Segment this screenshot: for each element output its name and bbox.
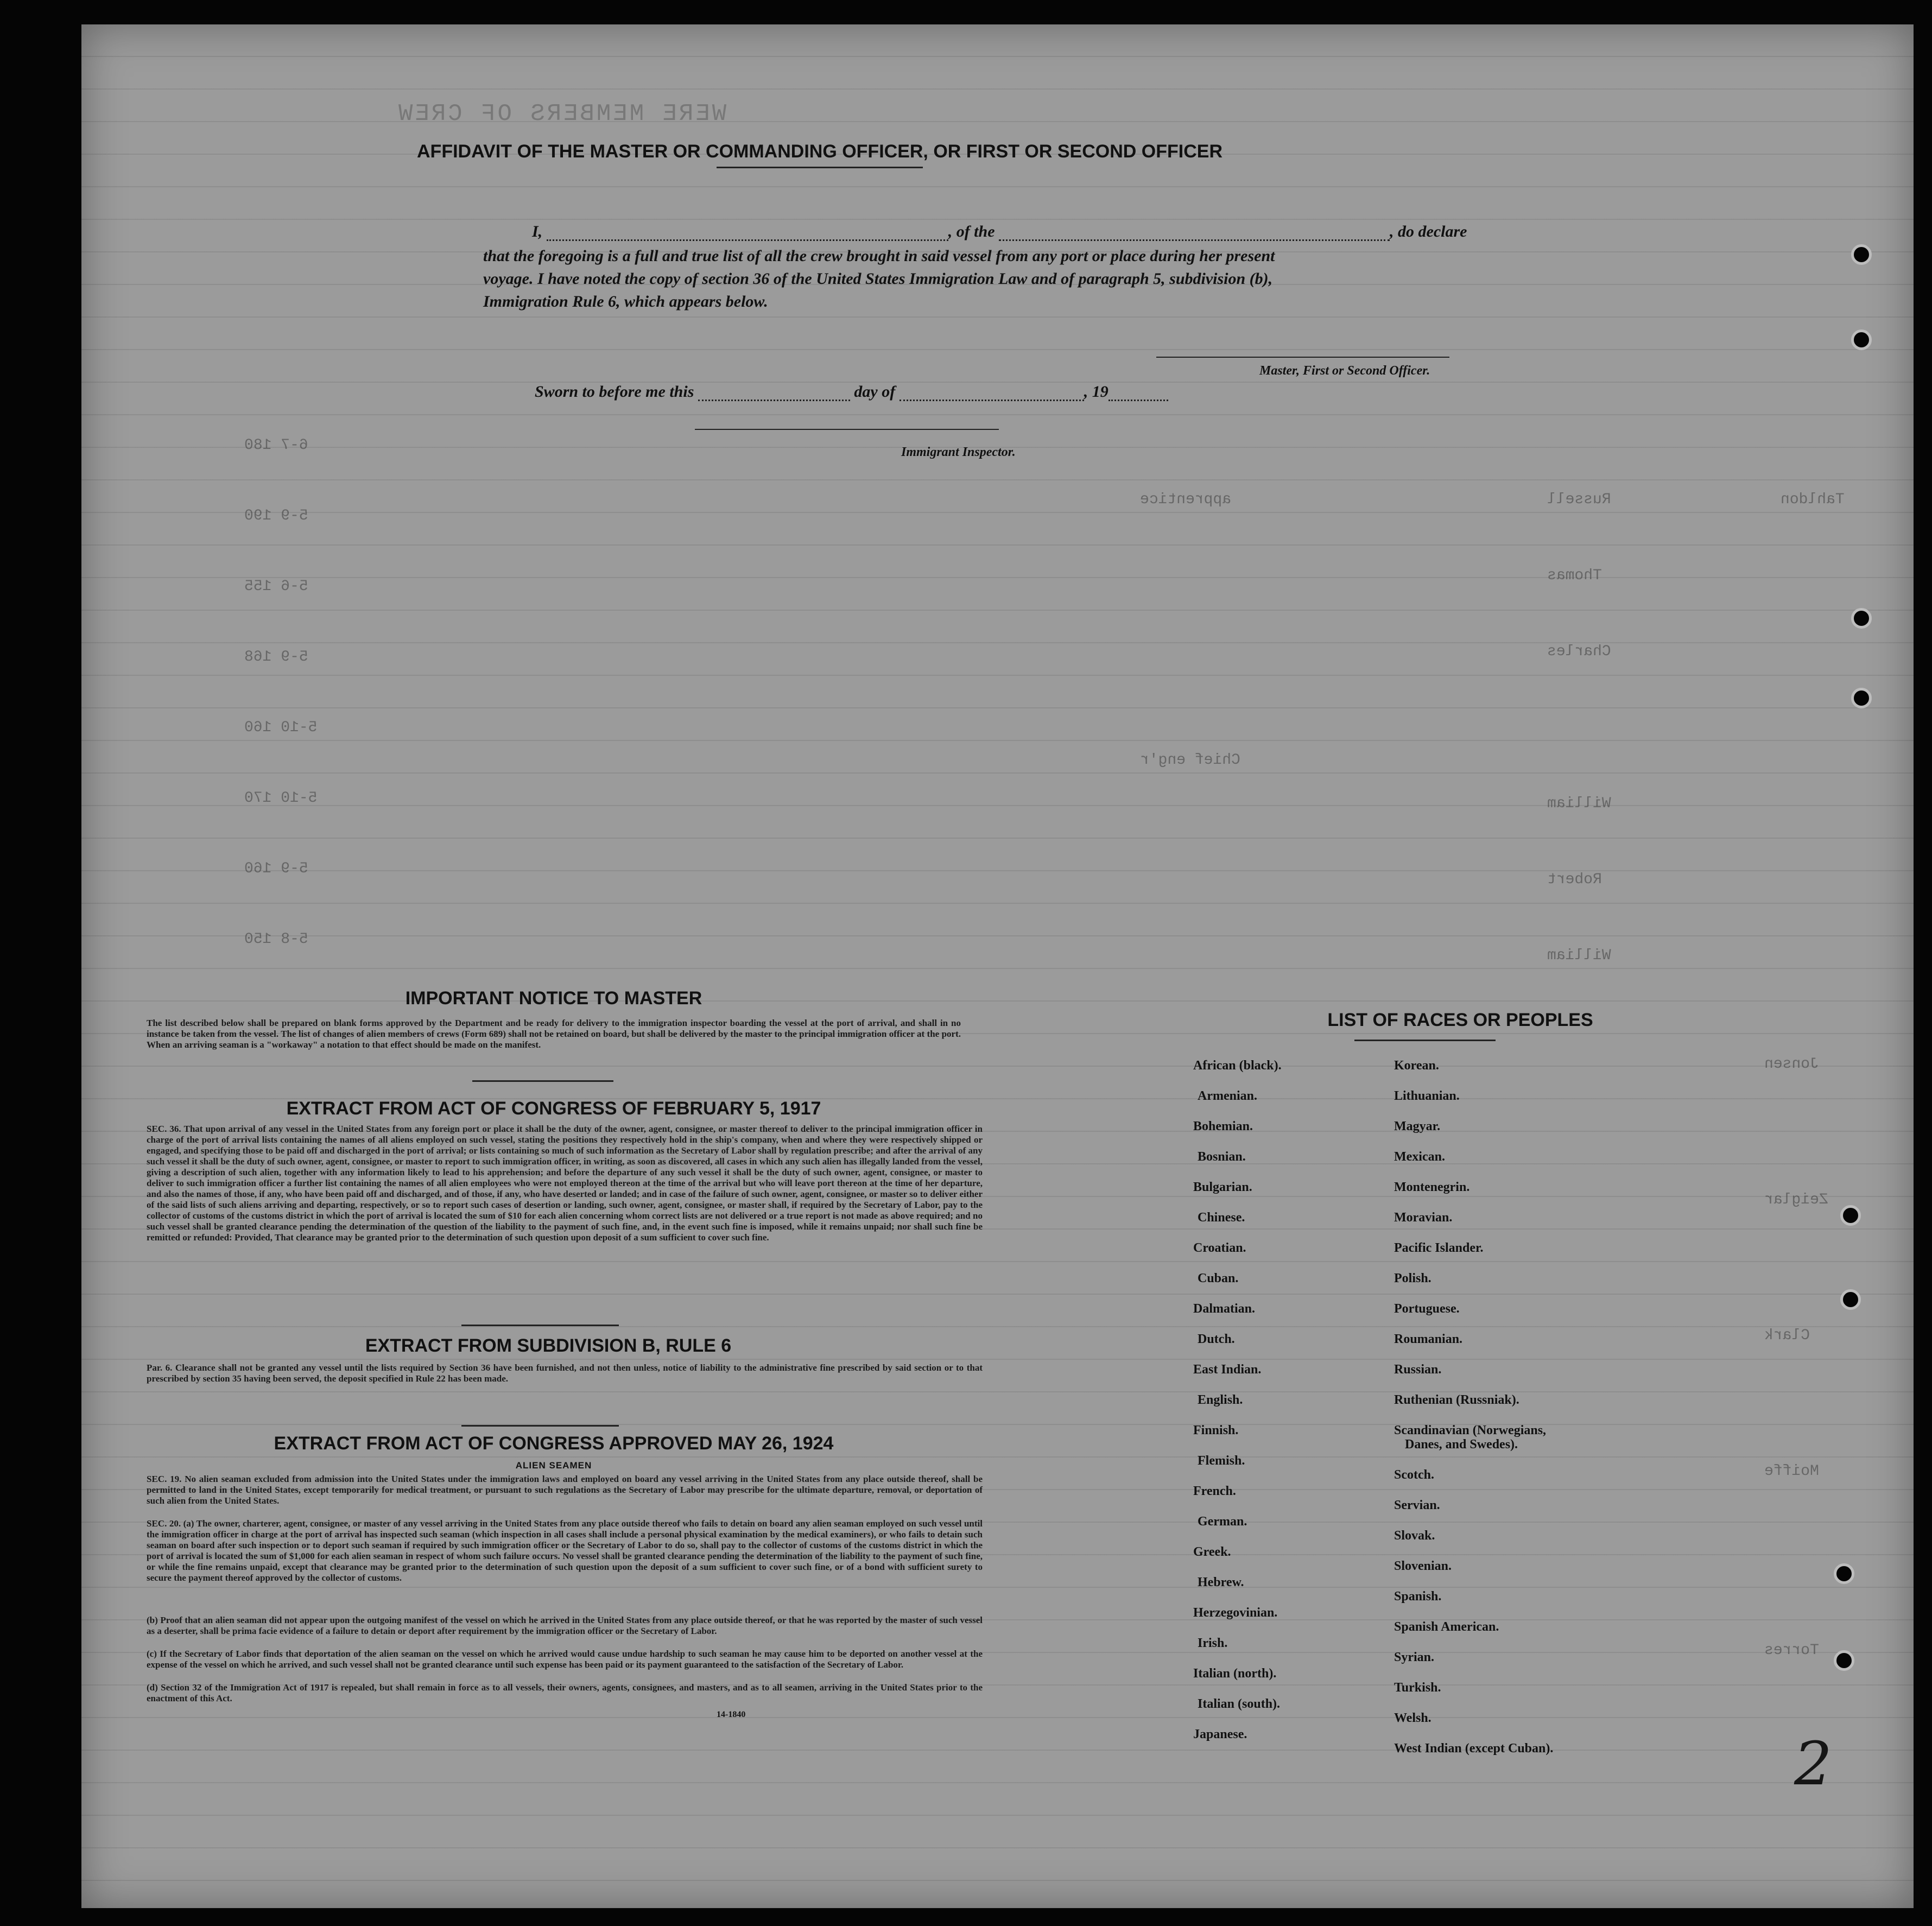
punch-hole — [1851, 688, 1872, 708]
form-number: 14-1840 — [717, 1710, 746, 1719]
race-item: Italian (south). — [1198, 1697, 1281, 1711]
bleed-through-text: Zeiglar — [1764, 1192, 1828, 1208]
extract-1917-divider — [461, 1325, 619, 1326]
race-item: Spanish American. — [1394, 1620, 1499, 1634]
bleed-through-text: Clark — [1764, 1327, 1810, 1344]
bleed-through-text: 5-9 160 — [244, 860, 308, 877]
race-item: Herzegovinian. — [1193, 1606, 1278, 1620]
punch-hole — [1834, 1563, 1854, 1584]
race-item: French. — [1193, 1484, 1236, 1498]
document-page — [81, 24, 1914, 1908]
bleed-through-text: 5-9 190 — [244, 508, 308, 524]
affidavit-line-1: I, , of the , do declare — [532, 223, 1467, 240]
bleed-through-text: Moiffe — [1764, 1463, 1819, 1480]
extract-rule6-title: EXTRACT FROM SUBDIVISION B, RULE 6 — [365, 1335, 732, 1356]
bleed-through-text: William — [1547, 947, 1611, 964]
race-item: Bosnian. — [1198, 1150, 1246, 1164]
race-item: Spanish. — [1394, 1589, 1442, 1604]
extract-1924-sec20d: (d) Section 32 of the Immigration Act of 1917 is repealed, but shall remain in force as to all vessels, their owners, agents, consignees, and masters, and as to all seamen, arriving in the United States prior to the enactment of this Act. — [147, 1682, 983, 1703]
inspector-signature-line — [695, 429, 999, 430]
race-item: Hebrew. — [1198, 1575, 1244, 1589]
race-item: Scandinavian (Norwegians, — [1394, 1423, 1547, 1437]
race-item: Armenian. — [1198, 1089, 1257, 1103]
affidavit-title: AFFIDAVIT OF THE MASTER OR COMMANDING OFFICER, OR FIRST OR SECOND OFFICER — [417, 141, 1222, 162]
punch-hole — [1851, 244, 1872, 265]
bleed-through-text: 5-10 170 — [244, 790, 318, 807]
race-item: Greek. — [1193, 1545, 1231, 1559]
bleed-through-text: 5-8 150 — [244, 931, 308, 948]
extract-1924-sec19: SEC. 19. No alien seaman excluded from admission into the United States under the immigration laws and employed on board any vessel arriving in the United States from any place outside thereof, shall be permitted to land in the United States, except temporarily for medical treatment, or pursuant to such regulations as the Secretary of Labor may prescribe for the ultimate departure, removal, or deportation of such alien from the United States. — [147, 1474, 983, 1506]
race-item: Croatian. — [1193, 1241, 1246, 1255]
extract-1924-sec20c: (c) If the Secretary of Labor finds that deportation of the alien seaman on the vessel on which he arrived would cause undue hardship to such seaman he may cause him to be deported on another vessel at the expense of the vessel on which he arrived, and such vessel shall not be granted clearance until such expense has been paid or its payment guaranteed to the satisfaction of the Secretary of Labor. — [147, 1649, 983, 1670]
bleed-through-text: Tahldon — [1781, 491, 1845, 508]
race-item: Slovenian. — [1394, 1559, 1452, 1573]
race-item: Irish. — [1198, 1636, 1228, 1650]
race-item: Korean. — [1394, 1059, 1439, 1073]
race-item: Pacific Islander. — [1394, 1241, 1484, 1255]
notice-title: IMPORTANT NOTICE TO MASTER — [405, 988, 702, 1009]
bleed-through-text: Torres — [1764, 1642, 1819, 1659]
bleed-through-text: William — [1547, 795, 1611, 812]
race-item: Polish. — [1394, 1271, 1431, 1285]
race-item: Ruthenian (Russniak). — [1394, 1393, 1519, 1407]
punch-hole — [1840, 1289, 1861, 1310]
race-item: German. — [1198, 1515, 1247, 1529]
bleed-through-text: Jonsen — [1764, 1056, 1819, 1073]
bleed-through-text: Robert — [1547, 871, 1602, 888]
race-item: Finnish. — [1193, 1423, 1239, 1437]
race-item: Mexican. — [1394, 1150, 1445, 1164]
race-item: Moravian. — [1394, 1211, 1453, 1225]
bleed-through-text: Russell — [1547, 491, 1611, 508]
punch-hole — [1840, 1205, 1861, 1226]
race-item: Japanese. — [1193, 1727, 1247, 1741]
race-item: Slovak. — [1394, 1529, 1435, 1543]
extract-1924-sec20a: SEC. 20. (a) The owner, charterer, agent, consignee, or master of any vessel arriving in the United States from any place outside thereof who fails to detain on board any alien seaman employed on such vessel until the immigration officer in charge at the port of arrival has inspected such seaman (which inspection in all cases shall include a personal physical examination by the medical examiners), or who fails to detain such seaman on board after such inspection or to deport such seaman if required by such immigration officer or the Secretary of Labor to do so, shall pay to the collector of customs of the customs district in which the port of arrival is located the sum of $1,000 for each alien seaman in respect of whom such failure occurs. No vessel shall be granted clearance pending the determination of the liability to the payment of such fine, or while the fine remains unpaid, except that clearance may be granted prior to the determination of such question upon the deposit of a sum sufficient to cover such fine, or of a bond with sufficient surety to secure the payment thereof approved by the collector of customs. — [147, 1518, 983, 1583]
race-item: Chinese. — [1198, 1211, 1245, 1225]
inspector-label: Immigrant Inspector. — [901, 445, 1016, 459]
punch-hole — [1851, 608, 1872, 629]
bleed-through-text: 5-10 160 — [244, 719, 318, 736]
race-item: Bohemian. — [1193, 1119, 1253, 1133]
race-item: Servian. — [1394, 1498, 1440, 1512]
master-signature-line — [1156, 357, 1449, 358]
race-item: Scotch. — [1394, 1468, 1434, 1482]
races-title: LIST OF RACES OR PEOPLES — [1327, 1010, 1593, 1030]
race-item: Roumanian. — [1394, 1332, 1463, 1346]
race-item: Turkish. — [1394, 1681, 1441, 1695]
race-item: Syrian. — [1394, 1650, 1435, 1664]
race-item: East Indian. — [1193, 1363, 1262, 1377]
bleed-through-text: 6-7 180 — [244, 437, 308, 454]
title-underline — [717, 167, 923, 168]
bleed-through-text: 5-9 168 — [244, 649, 308, 666]
affidavit-line-2: that the foregoing is a full and true list of all the crew brought in said vessel from any port or place during her present — [483, 247, 1275, 265]
race-item: Bulgarian. — [1193, 1180, 1252, 1194]
affidavit-line-3: voyage. I have noted the copy of section 36 of the United States Immigration Law and of paragraph 5, subdivision (b), — [483, 270, 1273, 288]
extract-1924-subtitle: ALIEN SEAMEN — [515, 1460, 592, 1471]
bleed-through-text: WERE MEMBERS OF CREW — [396, 100, 727, 128]
extract-1917-body: SEC. 36. That upon arrival of any vessel in the United States from any foreign port or place it shall be the duty of the owner, agent, consignee, or master thereof to deliver to the principal immigration officer in charge of the port of arrival lists containing the names of all aliens employed on such vessel, stating the positions they respectively hold in the ship's company, when and where they were respectively shipped or engaged, and specifying those to be paid off and discharged in the port of arrival; or lists containing so much of such information as the Secretary of Labor shall by regulation prescribe; and after the arrival of any such vessel it shall be the duty of such owner, agent, consignee, or master to report to such immigration officer, in writing, as soon as discovered, all cases in which any such alien has illegally landed from the vessel, giving a description of such alien, together with any information likely to lead to his apprehension; and before the departure of any such vessel it shall be the duty of such owner, agent, consignee, or master to deliver to such immigration officer a further list containing the names of all alien employees who were not employed thereon at the time of the arrival but who will leave port thereon at the time of her departure, and also the names of those, if any, who have been paid off and discharged, and of those, if any, who have deserted or landed; and in case of the failure of such owner, agent, consignee, or master so to deliver either of the said lists of such aliens arriving and departing, respectively, or so to report such cases of desertion or landing, such owner, agent, consignee, or master shall, if required by the Secretary of Labor, pay to the collector of customs of the customs district in which the port of arrival is located the sum of $10 for each alien concerning whom correct lists are not delivered or a true report is not made as above required; and no such vessel shall be granted clearance pending the determination of the question of the liability to the payment of such fine, and, in the event such fine is imposed, while it remains unpaid; nor shall such fine be remitted or refunded: Provided, That clearance may be granted prior to the determination of such question upon deposit of a sum sufficient to cover such fine. — [147, 1124, 983, 1243]
race-item: Portuguese. — [1394, 1302, 1460, 1316]
race-item: Italian (north). — [1193, 1667, 1277, 1681]
sworn-line: Sworn to before me this day of , 19 — [535, 383, 1168, 401]
races-underline — [1354, 1040, 1496, 1041]
race-item: Montenegrin. — [1394, 1180, 1470, 1194]
bleed-through-text: Chief eng'r — [1140, 752, 1240, 769]
extract-1917-title: EXTRACT FROM ACT OF CONGRESS OF FEBRUARY 5, 1917 — [286, 1098, 821, 1119]
race-item: Magyar. — [1394, 1119, 1441, 1133]
extract-1924-title: EXTRACT FROM ACT OF CONGRESS APPROVED MAY 26, 1924 — [274, 1433, 834, 1454]
race-item: Welsh. — [1394, 1711, 1431, 1725]
race-item: Danes, and Swedes). — [1405, 1437, 1518, 1452]
punch-hole — [1834, 1650, 1854, 1671]
race-item: Dalmatian. — [1193, 1302, 1255, 1316]
bleed-through-text: apprentice — [1140, 491, 1232, 508]
race-item: Russian. — [1394, 1363, 1442, 1377]
race-item: Flemish. — [1198, 1454, 1245, 1468]
extract-1924-sec20b: (b) Proof that an alien seaman did not appear upon the outgoing manifest of the vessel on which he arrived in the United States from any place outside thereof, or that he was reported by the master of such vessel as a deserter, shall be prima facie evidence of a failure to detain or deport after requirement by the immigration officer or the Secretary of Labor. — [147, 1615, 983, 1636]
race-item: Dutch. — [1198, 1332, 1235, 1346]
bleed-through-text: Thomas — [1547, 567, 1602, 584]
master-label: Master, First or Second Officer. — [1259, 364, 1430, 378]
affidavit-line-4: Immigration Rule 6, which appears below. — [483, 293, 768, 311]
notice-body: The list described below shall be prepared on blank forms approved by the Department and be ready for delivery to the immigration inspector boarding the vessel at the port of arrival, and shall in no instance be taken from the vessel. The list of changes of alien members of crews (Form 689) shall not be retained on board, but shall be delivered by the master to the principal immigration officer at the port. When an arriving seaman is a "workaway" a notation to that effect should be made on the manifest. — [147, 1018, 961, 1050]
punch-hole — [1851, 330, 1872, 350]
race-item: West Indian (except Cuban). — [1394, 1741, 1554, 1756]
extract-rule6-divider — [461, 1425, 619, 1427]
handwritten-page-number: 2 — [1794, 1729, 1832, 1798]
bleed-through-text: Charles — [1547, 643, 1611, 660]
notice-divider — [472, 1080, 613, 1082]
race-item: Cuban. — [1198, 1271, 1239, 1285]
race-item: African (black). — [1193, 1059, 1282, 1073]
bleed-through-text: 5-6 155 — [244, 578, 308, 595]
race-item: Lithuanian. — [1394, 1089, 1460, 1103]
race-item: English. — [1198, 1393, 1243, 1407]
extract-rule6-body: Par. 6. Clearance shall not be granted any vessel until the lists required by Section 36 have been furnished, and not then unless, notice of liability to the administrative fine prescribed by said section or to that prescribed by section 35 having been served, the deposit specified in Rule 22 has been made. — [147, 1363, 983, 1384]
